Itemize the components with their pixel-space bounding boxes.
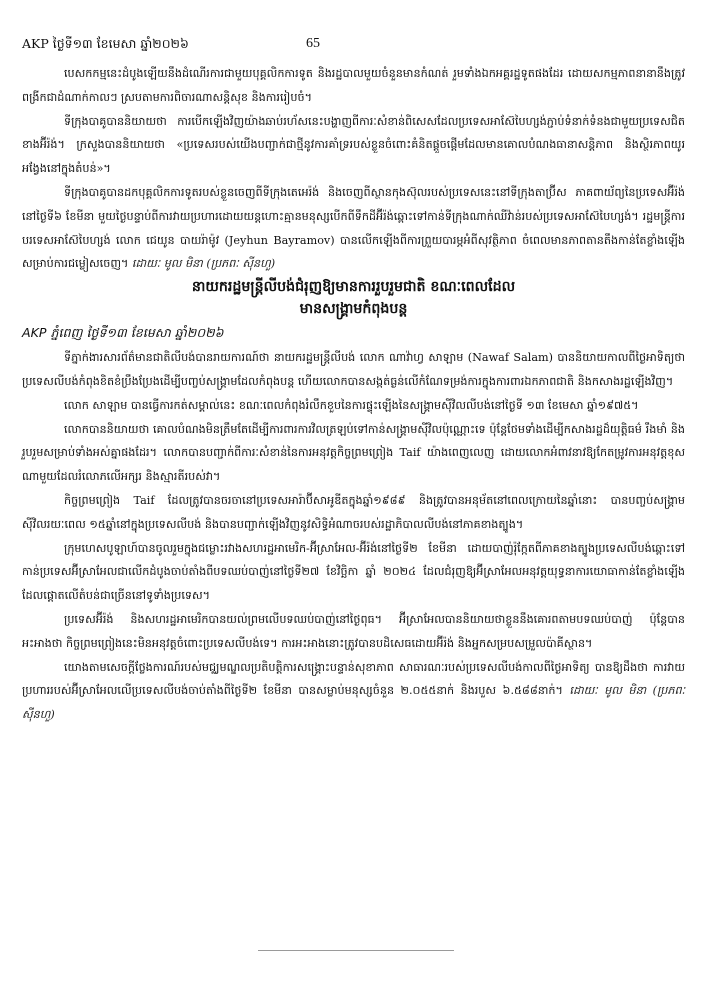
page-header xyxy=(0,36,707,58)
article2-paragraph-3: លោកបាននិយាយថា គោលបំណងមិនត្រឹមតែដើម្បីការពារការវិលត្រឡប់ទៅកាន់សង្គ្រាមស៊ីវិលប៉ុណ្ណោះទេ ប៉ុន្តែថែមទាំងដើម្បីកសាងរដ្ឋដ៏យុត្តិធម៌ រឹងមាំ និងរួបរួមសម្រាប់ទាំងអស់គ្នាផងដែរ។ លោកបានបញ្ជាក់ពីការៈសំខាន់នៃការអនុវត្តកិច្ចព្រមព្រៀង Taif យ៉ាងពេញលេញ ដោយលោកអំពាវនាវឱ្យកែតម្រូវការអនុវត្តខុសណាមួយដែលរំលោភលើអក្សរ និងស្មារតីរបស់វា។ xyxy=(22,422,685,484)
article2-headline xyxy=(22,276,685,320)
article2-paragraph-6: ប្រទេសអ៊ីរ៉ង់ និងសហរដ្ឋអាមេរិកបានយល់ព្រមលើបទឈប់បាញ់នៅថ្ងៃពុធ។ អ៊ីស្រាអែលបាននិយាយថាខ្លួននឹងគោរពតាមបទឈប់បាញ់ ប៉ុន្តែបានអះអាងថា កិច្ចព្រមព្រៀងនេះមិនអនុវត្តចំពោះប្រទេសលីបង់ទេ។ ការអះអាងនោះត្រូវបានបដិសេធដោយអ៊ីរ៉ង់ និងអ្នកសម្របសម្រួលប៉ាគីស្ថាន។ xyxy=(22,612,685,650)
article2-byline: ដោយៈ មូល មិនា (ប្រភពៈ ស៊ីនហួ) xyxy=(22,684,686,722)
article1-paragraph-3 xyxy=(22,181,685,276)
header-date: AKP ថ្ងៃទី១៣ ខែមេសា ឆ្នាំ២០២៦ xyxy=(22,36,189,51)
article1-paragraph-1: បេសកកម្មនេះដំបូងឡើយនឹងដំណើរការជាមួយបុគ្គលិកការទូត និងរដ្ឋបាលមួយចំនួនមានកំណត់ រួមទាំងឯកអគ្គរដ្ឋទូតផងដែរ ដោយសកម្មភាពនានានឹងត្រូវពង្រីកជាដំណាក់កាលៗ ស្របតាមការពិចារណាសន្តិសុខ និងការរៀបចំ។ xyxy=(22,67,685,104)
article2-paragraph-7-text: យោងតាមសេចក្តីថ្លែងការណ៍របស់មជ្ឈមណ្ឌលប្រតិបត្តិការសង្គ្រោះបន្ទាន់សុខាភាព សាធារណៈរបស់ប្រទេសលីបង់កាលពីថ្ងៃអាទិត្យ បានឱ្យដឹងថា ការវាយប្រហាររបស់អ៊ីស្រាអែលលើប្រទេសលីបង់ចាប់តាំងពីថ្ងៃទី២ ខែមីនា បានសម្លាប់មនុស្សចំនួន ២.០៥៥នាក់ និងរបួស ៦.៥៨៨នាក់។ xyxy=(22,660,685,698)
footer-divider xyxy=(258,950,454,951)
page-number: 65 xyxy=(306,36,320,51)
article1-paragraph-2: ទីក្រុងបាគូបាននិយាយថា ការបើកឡើងវិញយ៉ាងឆាប់រហ័សនេះបង្ហាញពីការៈសំខាន់ពិសេសដែលប្រទេសអាស៊ែបៃហ្សង់ភ្ជាប់ទំនាក់ទំនងជាមួយប្រទេសជិតខាងអ៊ីរ៉ង់។ ក្រសួងបាននិយាយថា «ប្រទេសរបស់យើងបញ្ជាក់ជាថ្មីនូវការគាំទ្ររបស់ខ្លួនចំពោះគំនិតផ្តួចផ្តើមដែលមានគោលបំណងធានាសន្តិភាព និងស្ថិរភាពយូរអង្វែងនៅក្នុងតំបន់»។ xyxy=(22,114,685,176)
article1-paragraph-3-text: ទីក្រុងបាគូបានដកបុគ្គលិកការទូតរបស់ខ្លួនចេញពីទីក្រុងតេអេរ៉ង់ និងចេញពីស្ថានកុងស៊ុលរបស់ប្រទេសនេះនៅទីក្រុងតាប្រ៊ីស ភាគពាយ័ព្យនៃប្រទេសអ៊ីរ៉ង់ នៅថ្ងៃទី៦ ខែមីនា មួយថ្ងៃបន្ទាប់ពីការវាយប្រហារដោយយន្តហោះគ្មានមនុស្សបើកពីទឹកដីអ៊ីរ៉ង់ឆ្ពោះទៅកាន់ទីក្រុងណាក់ឈីវ៉ាន់របស់ប្រទេសអាស៊ែបៃហ្សង់។ រដ្ឋមន្ត្រីការបរទេសអាស៊ែបៃហ្សង់ លោក ជេយូន បាយរ៉ាម៉ូវ (Jeyhun Bayramov) បានលើកឡើងពីការព្រួយបារម្ភអំពីសុវត្ថិភាព ចំពេលមានភាពតានតឹងកាន់តែខ្លាំងឡើងសម្រាប់ការជម្លៀសចេញ។ xyxy=(22,185,685,271)
article2-paragraph-4: កិច្ចព្រមព្រៀង Taif ដែលត្រូវបានចរចានៅប្រទេសអារ៉ាប៊ីសាអូឌីតក្នុងឆ្នាំ១៩៨៩ និងត្រូវបានអនុម័តនៅពេលក្រោយនៃឆ្នាំនោះ បានបញ្ចប់សង្គ្រាមស៊ីវិលរយៈពេល ១៥ឆ្នាំនៅក្នុងប្រទេសលីបង់ និងបានបញ្ជាក់ឡើងវិញនូវសិទ្ធិអំណាចរបស់រដ្ឋាភិបាលលីបង់នៅភាគខាងត្បូង។ xyxy=(22,493,685,531)
article1-byline: ដោយៈ មូល មិនា (ប្រភពៈ ស៊ីនហួ) xyxy=(131,257,276,271)
article2-headline-line2: មានសង្គ្រាមកំពុងបន្ត xyxy=(299,301,408,318)
article2-paragraph-5: ក្រុមហេសបូឡាហ៍បានចូលរួមក្នុងជម្លោះរវាងសហរដ្ឋអាមេរិក-អ៊ីស្រាអែល-អ៊ីរ៉ង់នៅថ្ងៃទី២ ខែមីនា ដោយបាញ់រ៉ុក្កែតពីភាគខាងត្បូងប្រទេសលីបង់ឆ្ពោះទៅកាន់ប្រទេសអ៊ីស្រាអែលជាលើកដំបូងចាប់តាំងពីបទឈប់បាញ់នៅថ្ងៃទី២៧ ខែវិច្ឆិកា ឆ្នាំ ២០២៤ ដែលជំរុញឱ្យអ៊ីស្រាអែលអនុវត្តយុទ្ធនាការយោធាកាន់តែខ្លាំងឡើងដែលផ្តោតលើតំបន់ជាច្រើននៅទូទាំងប្រទេស។ xyxy=(22,541,685,603)
article2-paragraph-7 xyxy=(22,656,685,727)
article2-paragraph-2: លោក សាឡាម បានធ្វើការកត់សម្គាល់នេះ ខណៈពេលកំពុងរំលឹកខួបនៃការផ្ទុះឡើងនៃសង្គ្រាមស៊ីវិលលីបង់នៅថ្ងៃទី ១៣ ខែមេសា ឆ្នាំ១៩៧៥។ xyxy=(64,398,639,412)
page-body xyxy=(22,62,685,727)
article2-paragraph-1: ទីភ្នាក់ងារសារព័ត៌មានជាតិលីបង់បានរាយការណ៍ថា នាយករដ្ឋមន្ត្រីលីបង់ លោក ណាវ៉ាហ្វ សាឡាម (Nawaf Salam) បាននិយាយកាលពីថ្ងៃអាទិត្យថា ប្រទេសលីបង់កំពុងខិតខំប្រឹងប្រែងដើម្បីបញ្ចប់សង្គ្រាមដែលកំពុងបន្ត ហើយលោកបានសង្កត់ធ្ងន់លើកំណែទម្រង់ការក្នុងការពារឯកភាពជាតិ និងកសាងរដ្ឋឡើងវិញ។ xyxy=(22,351,685,388)
article2-dateline: AKP ភ្នំពេញ ថ្ងៃទី១៣ ខែមេសា ឆ្នាំ២០២៦ xyxy=(22,325,224,341)
article2-headline-line1: នាយករដ្ឋមន្ត្រីលីបង់ជំរុញឱ្យមានការរួបរួមជាតិ ខណៈពេលដែល xyxy=(191,279,516,296)
